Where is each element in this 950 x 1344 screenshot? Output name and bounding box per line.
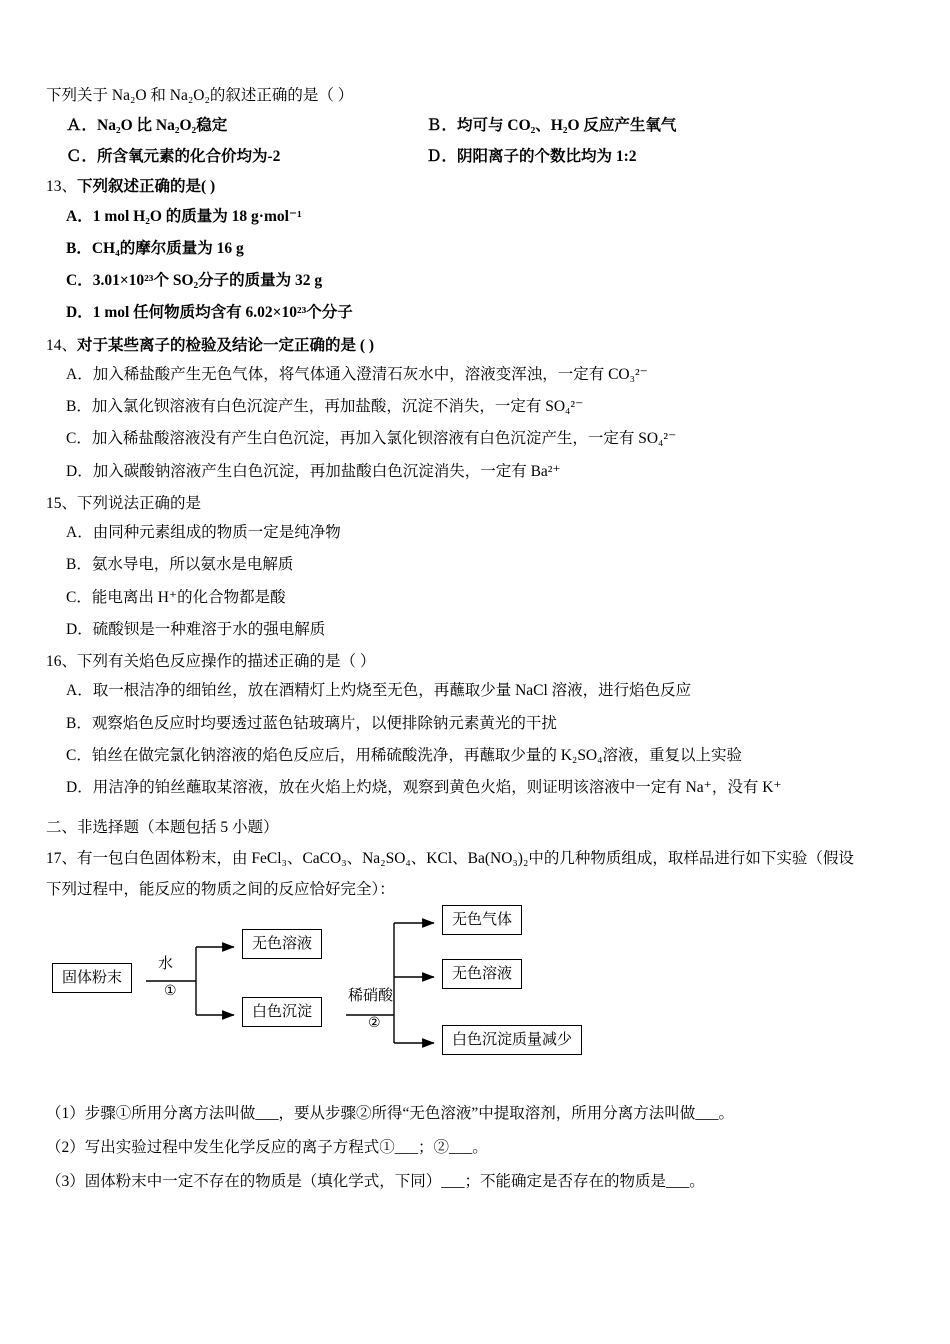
option-A: Ａ．Na₂O 比 Na₂O₂稳定 — [66, 117, 228, 135]
diagram-box-solid-powder: 固体粉末 — [52, 963, 132, 993]
subquestion-3: （3）固体粉末中一定不存在的物质是（填化学式，下同）___；不能确定是否存在的物质是___。 — [46, 1173, 705, 1191]
diagram-label-step2: ② — [368, 1015, 381, 1031]
option-A: A．取一根洁净的细铂丝，放在酒精灯上灼烧至无色，再蘸取少量 NaCl 溶液，进行焰色反应 — [66, 682, 692, 700]
option-C: C．能电离出 H⁺的化合物都是酸 — [66, 588, 286, 606]
option-A: A．由同种元素组成的物质一定是纯净物 — [66, 524, 341, 541]
diagram-box-colorless-solution-1: 无色溶液 — [242, 929, 322, 959]
option-D: D．硫酸钡是一种难溶于水的强电解质 — [66, 620, 326, 638]
option-C: C．3.01×10²³个 SO₂分子的质量为 32 g — [66, 272, 323, 289]
question-16-stem — [46, 650, 904, 673]
question-14-number: 14、 — [46, 336, 78, 354]
diagram-box-white-precipitate: 白色沉淀 — [242, 997, 322, 1027]
question-12 — [46, 84, 904, 166]
option-D: Ｄ．阴阳离子的个数比均为 1:2 — [426, 148, 637, 166]
option-D: D．加入碳酸钠溶液产生白色沉淀，再加盐酸白色沉淀消失，一定有 Ba²⁺ — [66, 462, 561, 480]
question-12-stem: 下列关于 Na₂O 和 Na₂O₂的叙述正确的是（ ） — [46, 87, 354, 104]
option-B: Ｂ．均可与 CO₂、H₂O 反应产生氧气 — [426, 117, 677, 135]
question-15 — [46, 492, 904, 641]
diagram-box-colorless-gas: 无色气体 — [442, 905, 522, 935]
question-17-line-1 — [46, 845, 904, 874]
section-2-title: 二、非选择题（本题包括 5 小题） — [46, 819, 279, 837]
question-17-subquestions — [46, 1099, 904, 1198]
question-17-text-1: 有一包白色固体粉末，由 FeCl₃、CaCO₃、Na₂SO₄、KCl、Ba(NO₃)₂中的几种物质组成，取样品进行如下实验（假设 — [77, 850, 854, 868]
experiment-flow-diagram — [46, 911, 904, 1085]
option-D: D．1 mol 任何物质均含有 6.02×10²³个分子 — [66, 304, 353, 322]
question-15-stem — [46, 492, 904, 515]
question-13 — [46, 175, 904, 324]
subquestion-1: （1）步骤①所用分离方法叫做___，要从步骤②所得“无色溶液”中提取溶剂，所用分离方法叫做___。 — [46, 1104, 735, 1122]
subquestion-2: （2）写出实验过程中发生化学反应的离子方程式①___；②___。 — [46, 1138, 488, 1156]
question-14 — [46, 334, 904, 483]
question-12-options-row-1 — [46, 113, 904, 135]
question-15-number: 15、 — [46, 494, 78, 512]
option-A: A．加入稀盐酸产生无色气体，将气体通入澄清石灰水中，溶液变浑浊，一定有 CO₃²⁻ — [66, 365, 648, 383]
question-16-stem-text: 下列有关焰色反应操作的描述正确的是（ ） — [77, 653, 376, 670]
option-B: B．氨水导电，所以氨水是电解质 — [66, 556, 294, 574]
question-16-number: 16、 — [46, 653, 78, 670]
question-14-stem-text: 对于某些离子的检验及结论一定正确的是 ( ) — [77, 336, 375, 354]
option-D: D．用洁净的铂丝蘸取某溶液，放在火焰上灼烧，观察到黄色火焰，则证明该溶液中一定有 Na⁺，没有 K⁺ — [66, 779, 782, 796]
option-B: B．加入氯化钡溶液有白色沉淀产生，再加盐酸，沉淀不消失，一定有 SO₄²⁻ — [66, 398, 584, 415]
question-13-number: 13、 — [46, 178, 78, 196]
diagram-label-water: 水 — [158, 955, 174, 972]
option-A: A．1 mol H₂O 的质量为 18 g·mol⁻¹ — [66, 207, 302, 225]
option-B: B．CH₄的摩尔质量为 16 g — [66, 239, 244, 257]
diagram-arrows — [46, 915, 904, 1085]
option-B: B．观察焰色反应时均要透过蓝色钴玻璃片，以便排除钠元素黄光的干扰 — [66, 714, 557, 732]
question-13-stem-text: 下列叙述正确的是( ) — [77, 178, 216, 196]
option-C: C．铂丝在做完氯化钠溶液的焰色反应后，用稀硫酸洗净，再蘸取少量的 K₂SO₄溶液，重复以上实验 — [66, 746, 743, 764]
question-17-number: 17、 — [46, 850, 78, 868]
question-14-stem — [46, 334, 904, 357]
diagram-label-dilute-nitric-acid: 稀硝酸 — [348, 987, 394, 1004]
option-C: Ｃ．所含氧元素的化合价均为-2 — [66, 148, 281, 166]
diagram-box-colorless-solution-2: 无色溶液 — [442, 959, 522, 989]
question-16 — [46, 650, 904, 799]
question-17-line-2: 下列过程中，能反应的物质之间的反应恰好完全）： — [46, 880, 395, 898]
diagram-box-white-precipitate-decrease: 白色沉淀质量减少 — [442, 1025, 582, 1055]
question-13-stem — [46, 175, 904, 198]
diagram-label-step1: ① — [164, 983, 177, 999]
question-15-stem-text: 下列说法正确的是 — [77, 494, 202, 512]
option-C: C．加入稀盐酸溶液没有产生白色沉淀，再加入氯化钡溶液有白色沉淀产生，一定有 SO₄²⁻ — [66, 430, 677, 448]
question-12-options-row-2 — [46, 144, 904, 166]
